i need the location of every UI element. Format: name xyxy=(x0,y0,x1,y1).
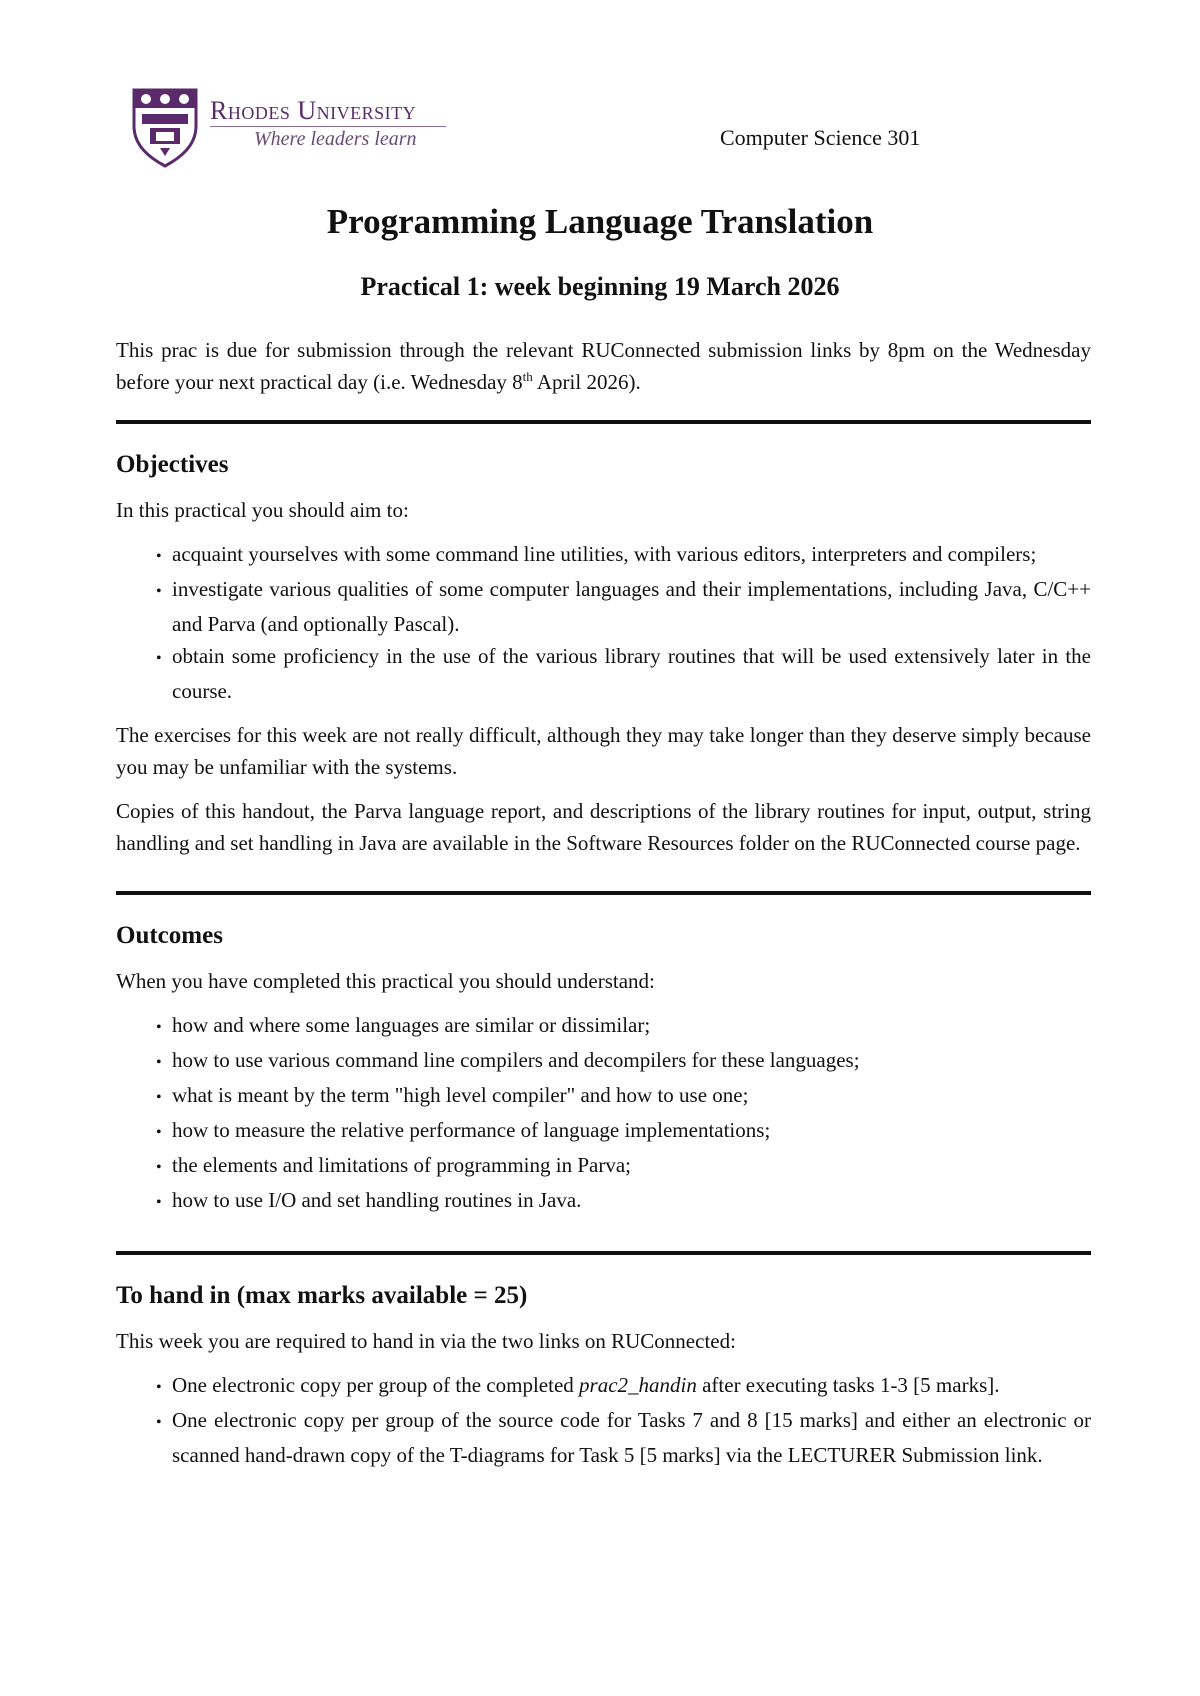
list-item xyxy=(116,1404,1091,1471)
outcomes-heading: Outcomes xyxy=(116,922,223,949)
objectives-heading: Objectives xyxy=(116,451,229,478)
list-item-text: One electronic copy per group of the source code for Tasks 7 and 8 [15 marks] and either an electronic or scanned hand-drawn copy of the T-diagrams for Task 5 [5 marks] via the LECTURER Submission link. xyxy=(172,1408,1091,1467)
logo-divider xyxy=(210,126,446,127)
bullet-icon: • xyxy=(156,583,162,600)
bullet-icon: • xyxy=(156,1054,162,1071)
bullet-icon: • xyxy=(156,1159,162,1176)
page-subtitle: Practical 1: week beginning 19 March 2026 xyxy=(360,272,840,301)
intro-text-before: This prac is due for submission through the relevant RUConnected submission links by 8pm on the Wednesday before your next practical day (i.e. Wednesday 8 xyxy=(116,338,1091,394)
list-item xyxy=(116,1149,1091,1184)
handin-lead: This week you are required to hand in via the two links on RUConnected: xyxy=(116,1329,736,1353)
list-item xyxy=(116,1044,1091,1079)
university-tagline: Where leaders learn xyxy=(254,128,417,150)
handin-filename: prac2_handin xyxy=(579,1373,697,1397)
list-item xyxy=(116,538,1091,573)
page-title: Programming Language Translation xyxy=(326,202,874,241)
list-item xyxy=(116,640,1091,707)
course-name: Computer Science 301 xyxy=(720,125,921,150)
list-item-text: how to use various command line compilers and decompilers for these languages; xyxy=(172,1048,860,1072)
crest-icon xyxy=(130,86,200,168)
list-item xyxy=(116,573,1091,640)
handin-heading: To hand in (max marks available = 25) xyxy=(116,1282,528,1309)
intro-text-after: April 2026). xyxy=(532,370,641,394)
bullet-icon: • xyxy=(156,1379,162,1396)
bullet-icon: • xyxy=(156,1019,162,1036)
handin-list xyxy=(116,1369,1091,1471)
bullet-icon: • xyxy=(156,548,162,565)
outcomes-list xyxy=(116,1009,1091,1219)
list-item xyxy=(116,1114,1091,1149)
bullet-icon: • xyxy=(156,1089,162,1106)
intro-paragraph xyxy=(116,334,1091,398)
list-item-text: One electronic copy per group of the completed xyxy=(172,1373,580,1397)
objectives-paragraph: Copies of this handout, the Parva language report, and descriptions of the library routines for input, output, string handling and set handling in Java are available in the Software Resources folder on the RUConnected course page. xyxy=(116,799,1091,855)
list-item-text: obtain some proficiency in the use of the various library routines that will be used extensively later in the course. xyxy=(172,644,1091,703)
list-item-text: the elements and limitations of programming in Parva; xyxy=(172,1153,631,1177)
section-divider xyxy=(116,891,1091,895)
bullet-icon: • xyxy=(156,650,162,667)
list-item-text: how to use I/O and set handling routines in Java. xyxy=(172,1188,582,1212)
objectives-paragraph: The exercises for this week are not really difficult, although they may take longer than they deserve simply because you may be unfamiliar with the systems. xyxy=(116,723,1091,779)
document-body xyxy=(116,334,1091,1483)
university-name: Rhodes University xyxy=(210,96,417,125)
outcomes-lead: When you have completed this practical you should understand: xyxy=(116,969,655,993)
intro-superscript: th xyxy=(522,369,533,384)
list-item-text: acquaint yourselves with some command line utilities, with various editors, interpreters and compilers; xyxy=(172,542,1037,566)
list-item-text: after executing tasks 1-3 [5 marks]. xyxy=(696,1373,1000,1397)
bullet-icon: • xyxy=(156,1194,162,1211)
university-logo xyxy=(130,86,460,176)
list-item-text: how to measure the relative performance of language implementations; xyxy=(172,1118,771,1142)
list-item xyxy=(116,1184,1091,1219)
list-item xyxy=(116,1369,1091,1404)
bullet-icon: • xyxy=(156,1414,162,1431)
list-item xyxy=(116,1009,1091,1044)
objectives-lead: In this practical you should aim to: xyxy=(116,498,409,522)
list-item xyxy=(116,1079,1091,1114)
section-divider xyxy=(116,1251,1091,1255)
list-item-text: what is meant by the term "high level compiler" and how to use one; xyxy=(172,1083,749,1107)
list-item-text: investigate various qualities of some computer languages and their implementations, including Java, C/C++ and Parva (and optionally Pascal). xyxy=(172,577,1091,636)
objectives-list xyxy=(116,538,1091,707)
section-divider xyxy=(116,420,1091,424)
list-item-text: how and where some languages are similar or dissimilar; xyxy=(172,1013,651,1037)
bullet-icon: • xyxy=(156,1124,162,1141)
